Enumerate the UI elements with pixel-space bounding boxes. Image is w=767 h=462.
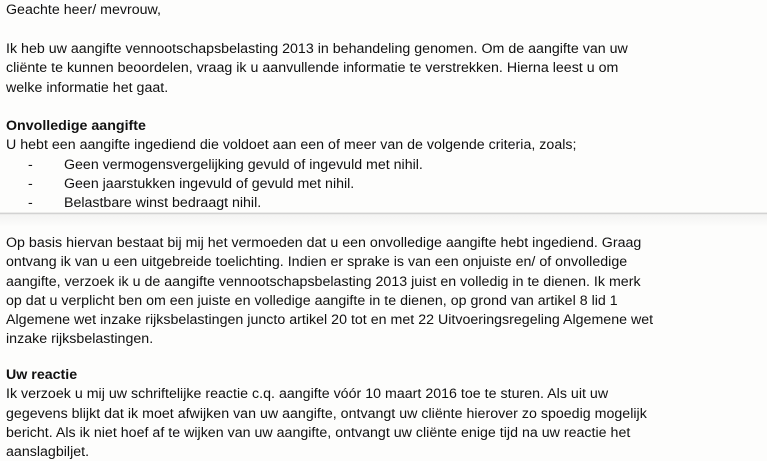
paragraph-line: Algemene wet inzake rijksbelastingen juncto artikel 20 tot en met 22 Uitvoeringsregeling Algemene wet: [6, 312, 654, 329]
paragraph-line: ontvang ik van u een uitgebreide toelichting. Indien er sprake is van een onjuiste en/ of onvolledige: [6, 254, 628, 271]
bullet-marker: -: [28, 157, 33, 173]
paragraph-line: Ik verzoek u mij uw schriftelijke reactie c.q. aangifte vóór 10 maart 2016 toe te sturen. Als uit uw: [6, 386, 609, 403]
list-item-text: Belastbare winst bedraagt nihil.: [64, 195, 262, 211]
section-uw-reactie: [6, 366, 756, 462]
list-item-text: Geen jaarstukken ingevuld of gevuld met nihil.: [64, 176, 355, 192]
section-intro: U hebt een aangifte ingediend die voldoet aan een of meer van de volgende criteria, zoals;: [6, 137, 577, 154]
list-item-text: Geen vermogensvergelijking gevuld of ingevuld met nihil.: [64, 157, 423, 173]
paragraph-line: bericht. Als ik niet hoef af te wijken van uw aangifte, ontvangt uw cliënte enige tijd na uw reactie het: [6, 424, 631, 441]
paragraph-line: aanslagbiljet.: [6, 444, 90, 461]
list-item: [28, 156, 748, 175]
bullet-marker: -: [28, 195, 33, 211]
paragraph-line: gegevens blijkt dat ik moet afwijken van uw aangifte, ontvangt uw cliënte hierover zo spoedig mogelijk: [6, 405, 647, 422]
intro-line: cliënte te kunnen beoordelen, vraag ik u aanvullende informatie te verstrekken. Hierna leest u om: [6, 60, 619, 77]
paragraph-line: inzake rijksbelastingen.: [6, 331, 154, 348]
list-item: [28, 194, 748, 213]
criteria-list: [28, 156, 748, 213]
list-item: [28, 175, 748, 194]
section-heading: Uw reactie: [6, 367, 78, 383]
paragraph-line: op dat u verplicht ben om een juiste en volledige aangifte in te dienen, op grond van artikel 8 lid 1: [6, 292, 618, 309]
paragraph-line: aangifte, verzoek ik u de aangifte vennootschapsbelasting 2013 juist en volledig in te dienen. Ik merk: [6, 273, 641, 290]
intro-line: welke informatie het gaat.: [6, 79, 169, 96]
suspicion-paragraph: [6, 234, 756, 350]
section-onvolledige-aangifte: [6, 117, 756, 156]
intro-paragraph: [6, 40, 756, 98]
paper-fold-shadow: [0, 215, 767, 227]
paragraph-line: Op basis hiervan bestaat bij mij het vermoeden dat u een onvolledige aangifte hebt ingediend. Graag: [6, 235, 642, 251]
section-heading: Onvolledige aangifte: [6, 118, 146, 134]
bullet-marker: -: [28, 176, 33, 192]
salutation: Geachte heer/ mevrouw,: [6, 2, 162, 18]
salutation-block: [6, 1, 756, 20]
intro-line: Ik heb uw aangifte vennootschapsbelasting 2013 in behandeling genomen. Om de aangifte van uw: [6, 41, 628, 57]
